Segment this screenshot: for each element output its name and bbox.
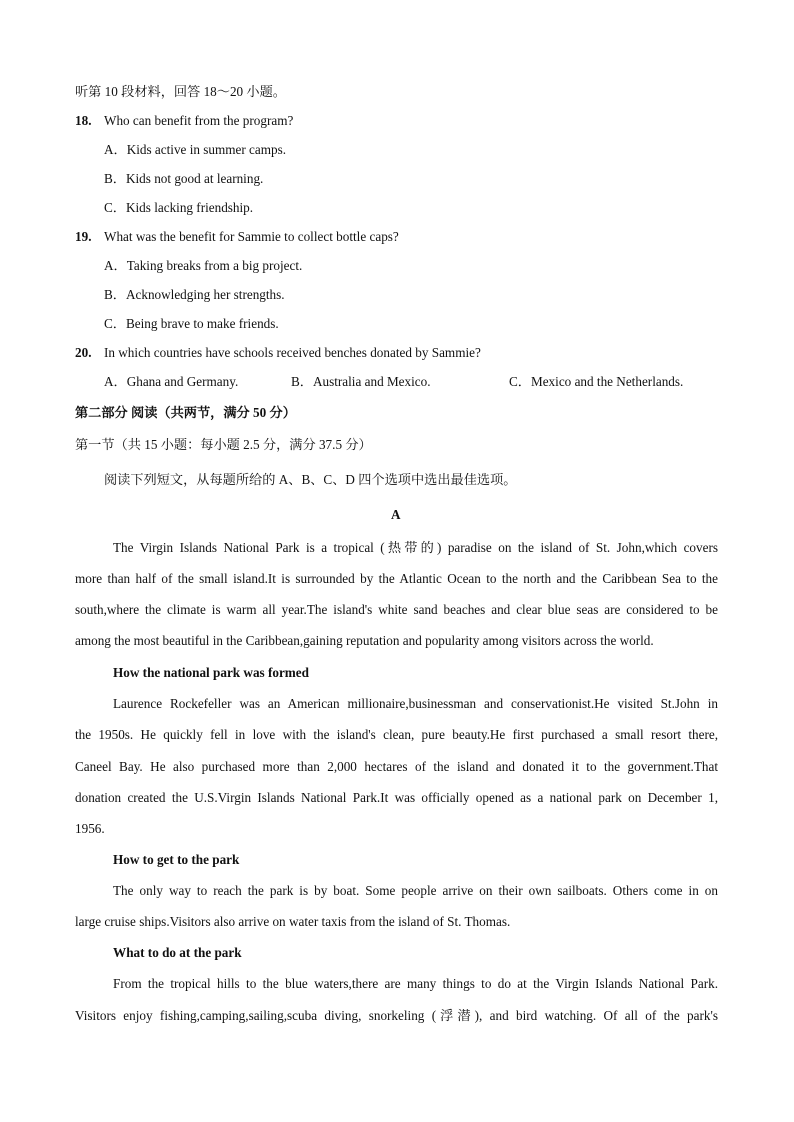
- paragraph-line: donation created the U.S.Virgin Islands National Park.It was officially opened as a national park on December 1,: [75, 790, 718, 805]
- section1-heading: 第一节（共 15 小题：每小题 2.5 分，满分 37.5 分）: [75, 437, 372, 452]
- question-19: [75, 229, 399, 245]
- option-19-a: A．Taking breaks from a big project.: [104, 258, 303, 273]
- paragraph-line: The only way to reach the park is by boat. Some people arrive on their own sailboats. Others come in on: [113, 883, 718, 898]
- paragraph-line: 1956.: [75, 821, 105, 836]
- subheading: What to do at the park: [113, 945, 242, 960]
- question-text: What was the benefit for Sammie to collect bottle caps?: [104, 229, 399, 244]
- question-text: In which countries have schools received benches donated by Sammie?: [104, 345, 481, 360]
- paragraph-line: south,where the climate is warm all year.The island's white sand beaches and clear blue seas are considered to be: [75, 602, 718, 617]
- option-18-a: A．Kids active in summer camps.: [104, 142, 287, 157]
- subheading: How the national park was formed: [113, 665, 309, 680]
- option-20-b: B．Australia and Mexico.: [291, 374, 431, 389]
- paragraph-line: Caneel Bay. He also purchased more than 2,000 hectares of the island and donated it to the government.That: [75, 759, 718, 774]
- question-text: Who can benefit from the program?: [104, 113, 294, 128]
- subheading: How to get to the park: [113, 852, 240, 867]
- option-18-b: B．Kids not good at learning.: [104, 171, 264, 186]
- paragraph-line: Visitors enjoy fishing,camping,sailing,scuba diving, snorkeling (浮潜), and bird watching. Of all of the park's: [75, 1008, 718, 1023]
- option-19-c: C．Being brave to make friends.: [104, 316, 279, 331]
- question-20: [75, 345, 481, 361]
- option-20-a: A．Ghana and Germany.: [104, 374, 239, 389]
- paragraph-line: The Virgin Islands National Park is a tropical (热带的) paradise on the island of St. John,which covers: [113, 540, 718, 555]
- option-19-b: B．Acknowledging her strengths.: [104, 287, 285, 302]
- paragraph-line: large cruise ships.Visitors also arrive on water taxis from the island of St. Thomas.: [75, 914, 511, 929]
- paragraph-line: From the tropical hills to the blue waters,there are many things to do at the Virgin Islands National Park.: [113, 976, 718, 991]
- option-18-c: C．Kids lacking friendship.: [104, 200, 254, 215]
- listening-instruction: 听第 10 段材料，回答 18～20 小题。: [75, 84, 286, 99]
- paragraph-line: the 1950s. He quickly fell in love with the island's clean, pure beauty.He first purchased a small resort there,: [75, 727, 718, 742]
- option-20-c: C．Mexico and the Netherlands.: [509, 374, 684, 389]
- question-number: 18.: [75, 113, 92, 128]
- paragraph-line: Laurence Rockefeller was an American millionaire,businessman and conservationist.He visited St.John in: [113, 696, 718, 711]
- part2-heading: 第二部分 阅读（共两节，满分 50 分）: [75, 405, 296, 420]
- passage-label: A: [391, 507, 401, 522]
- paragraph-line: among the most beautiful in the Caribbean,gaining reputation and popularity among visitors across the world.: [75, 633, 654, 648]
- question-number: 19.: [75, 229, 92, 244]
- paragraph-line: more than half of the small island.It is surrounded by the Atlantic Ocean to the north and the Caribbean Sea to the: [75, 571, 718, 586]
- reading-instruction: 阅读下列短文，从每题所给的 A、B、C、D 四个选项中选出最佳选项。: [104, 472, 517, 487]
- question-number: 20.: [75, 345, 92, 360]
- question-18: [75, 113, 293, 129]
